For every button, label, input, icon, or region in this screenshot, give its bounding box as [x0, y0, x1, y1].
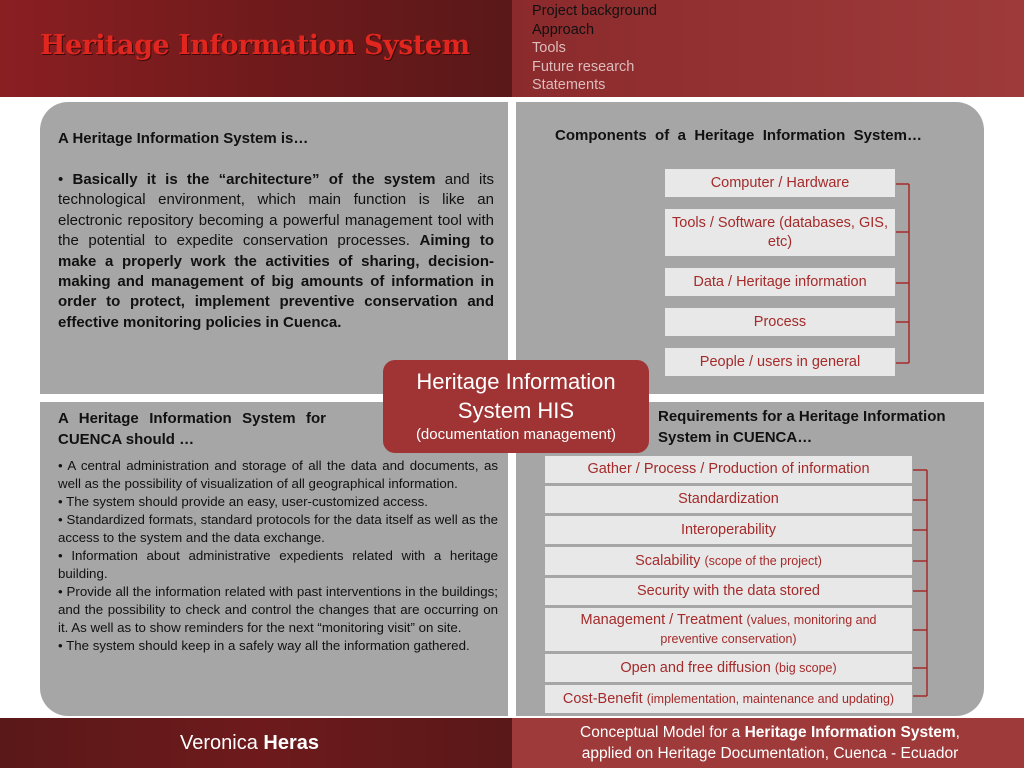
- definition-bold-1: Basically it is the “architecture” of the system: [72, 171, 436, 188]
- requirement-note: (values, monitoring and preventive conservation): [660, 612, 877, 646]
- should-heading: A Heritage Information System for CUENCA should …: [58, 410, 326, 448]
- nav-item-statements[interactable]: Statements: [532, 77, 606, 94]
- requirement-label: Management / Treatment: [580, 611, 747, 628]
- requirement-label: Gather / Process / Production of information: [587, 461, 870, 477]
- component-box: Tools / Software (databases, GIS, etc): [665, 209, 895, 256]
- list-item: • Standardized formats, standard protocols for the data itself as well as the access to the system and the data exchange.: [58, 512, 498, 545]
- bullet: •: [58, 171, 64, 188]
- component-box: People / users in general: [665, 348, 895, 376]
- his-subtitle: (documentation management): [415, 426, 617, 443]
- requirement-box: [545, 456, 912, 483]
- components-bracket: [890, 175, 920, 375]
- requirement-box: [545, 578, 912, 605]
- requirement-box: [545, 654, 912, 682]
- section-nav: [532, 2, 657, 95]
- should-list: [58, 457, 498, 655]
- requirement-note: (implementation, maintenance and updating): [646, 691, 895, 706]
- list-item: • The system should keep in a safely way all the information gathered.: [58, 638, 470, 653]
- author-name: [180, 732, 319, 755]
- requirement-label: Cost-Benefit: [562, 690, 647, 707]
- caption-line2: applied on Heritage Documentation, Cuenca - Ecuador: [581, 745, 959, 762]
- nav-item-future-research[interactable]: Future research: [532, 58, 635, 75]
- component-box: Computer / Hardware: [665, 169, 895, 197]
- list-item: • Provide all the information related with past interventions in the buildings; and the possibility to check and control the changes that are occurring on it. As well as to show reminders for the next “monitoring visit” on site.: [58, 584, 498, 635]
- author-last: Heras: [263, 732, 320, 754]
- author-first: Veronica: [180, 732, 258, 754]
- requirement-label: Open and free diffusion: [620, 659, 775, 676]
- requirement-box: [545, 685, 912, 713]
- slide-title: Heritage Information System: [40, 30, 470, 61]
- list-item: • Information about administrative expedients related with a heritage building.: [58, 548, 498, 581]
- requirement-box: [545, 608, 912, 651]
- components-heading: Components of a Heritage Information System…: [555, 127, 922, 144]
- requirement-box: [545, 486, 912, 513]
- definition-bold-2: Aiming to make a properly work the activities of sharing, decision-making and management of big amounts of information in order to protect, implement preventive conservation and effective monitoring policies in Cuenca.: [58, 232, 495, 331]
- requirement-label: Standardization: [678, 491, 779, 507]
- requirement-label: Scalability: [635, 552, 705, 569]
- requirement-note: (big scope): [774, 660, 837, 675]
- requirement-label: Security with the data stored: [637, 583, 820, 599]
- footer-caption: [520, 722, 1020, 764]
- requirements-bracket: [910, 460, 935, 705]
- requirement-label: Interoperability: [680, 521, 777, 538]
- requirement-note: (scope of the project): [704, 553, 822, 568]
- his-center-box: [383, 360, 649, 453]
- nav-item-tools[interactable]: Tools: [532, 40, 566, 57]
- caption-pre: Conceptual Model for a: [580, 724, 745, 741]
- component-box: Data / Heritage information: [665, 268, 895, 296]
- requirements-heading: Requirements for a Heritage Information System in CUENCA…: [658, 408, 946, 446]
- nav-item-approach[interactable]: Approach: [532, 21, 595, 38]
- requirement-box: [545, 516, 912, 544]
- his-title: Heritage Information System HIS: [416, 369, 616, 423]
- list-item: • The system should provide an easy, user-customized access.: [58, 494, 428, 509]
- definition-text: [58, 170, 494, 333]
- caption-post: ,: [955, 724, 960, 741]
- definition-heading: A Heritage Information System is…: [58, 130, 309, 147]
- definition-plain: and its technological environment, which main function is like an electronic repository becoming a powerful management tool with the potential to expedite conservation processes.: [58, 171, 494, 250]
- component-box: Process: [665, 308, 895, 336]
- requirement-box: [545, 547, 912, 575]
- nav-item-project-background[interactable]: Project background: [532, 3, 657, 19]
- caption-bold: Heritage Information System: [744, 724, 956, 741]
- list-item: • A central administration and storage of all the data and documents, as well as the possibility of visualization of all geographical information.: [58, 458, 498, 491]
